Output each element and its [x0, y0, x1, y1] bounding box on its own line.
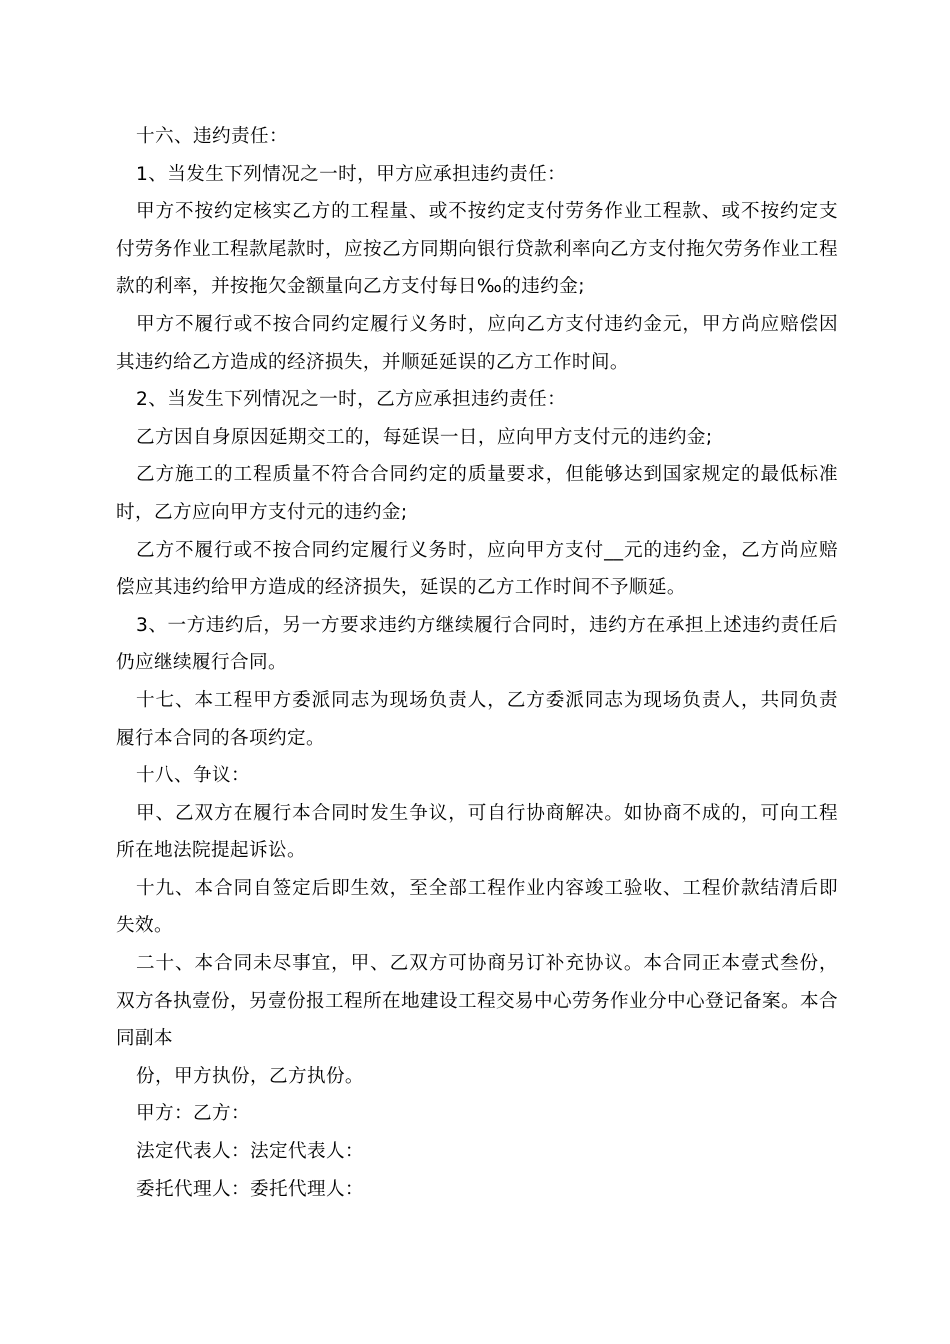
signature-authorized-agents: 委托代理人：委托代理人：: [136, 1178, 364, 1200]
heading-disputes: 十八、争议：: [136, 765, 250, 787]
heading-supplementary-terms: 二十、本合同未尽事宜，甲、乙双方可协商另订补充协议。本合同正本壹式叁份，双方各执壹份，另壹份报工程所在地建设工程交易中心劳务作业分中心登记备案。本合同副本: [116, 953, 838, 1050]
paragraph-party-a-payment-default: 甲方不按约定核实乙方的工程量、或不按约定支付劳务作业工程款、或不按约定支付劳务作业工程款尾款时，应按乙方同期向银行贷款利率向乙方支付拖欠劳务作业工程款的利率，并按拖欠金额量向乙方支付每日‰的违约金;: [116, 201, 838, 298]
paragraph-party-a-nonperformance: 甲方不履行或不按合同约定履行义务时，应向乙方支付违约金元，甲方尚应赔偿因其违约给乙方造成的经济损失，并顺延延误的乙方工作时间。: [116, 313, 838, 373]
signature-parties: 甲方：乙方：: [136, 1103, 250, 1125]
paragraph-dispute-resolution: 甲、乙双方在履行本合同时发生争议，可自行协商解决。如协商不成的，可向工程所在地法院提起诉讼。: [116, 802, 838, 862]
clause-continued-performance: 3、一方违约后，另一方要求违约方继续履行合同时，违约方在承担上述违约责任后仍应继续履行合同。: [116, 614, 838, 674]
heading-effectiveness: 十九、本合同自签定后即生效，至全部工程作业内容竣工验收、工程价款结清后即失效。: [116, 877, 838, 937]
heading-breach-liability: 十六、违约责任：: [136, 126, 288, 147]
heading-site-representatives: 十七、本工程甲方委派同志为现场负责人，乙方委派同志为现场负责人，共同负责履行本合同的各项约定。: [116, 689, 838, 749]
clause-party-a-breach-conditions: 1、当发生下列情况之一时，甲方应承担违约责任：: [136, 163, 567, 185]
paragraph-party-b-quality: 乙方施工的工程质量不符合合同约定的质量要求，但能够达到国家规定的最低标准时，乙方应向甲方支付元的违约金;: [116, 464, 838, 523]
clause-party-b-breach-conditions: 2、当发生下列情况之一时，乙方应承担违约责任：: [136, 389, 567, 411]
paragraph-party-b-delay: 乙方因自身原因延期交工的，每延误一日，应向甲方支付元的违约金;: [136, 426, 713, 448]
paragraph-party-b-nonperformance: 乙方不履行或不按合同约定履行义务时，应向甲方支付__元的违约金，乙方尚应赔偿应其违约给甲方造成的经济损失，延误的乙方工作时间不予顺延。: [116, 539, 838, 599]
contract-body: [116, 118, 838, 1208]
signature-legal-representatives: 法定代表人：法定代表人：: [136, 1141, 364, 1163]
paragraph-copies: 份，甲方执份，乙方执份。: [136, 1065, 364, 1087]
